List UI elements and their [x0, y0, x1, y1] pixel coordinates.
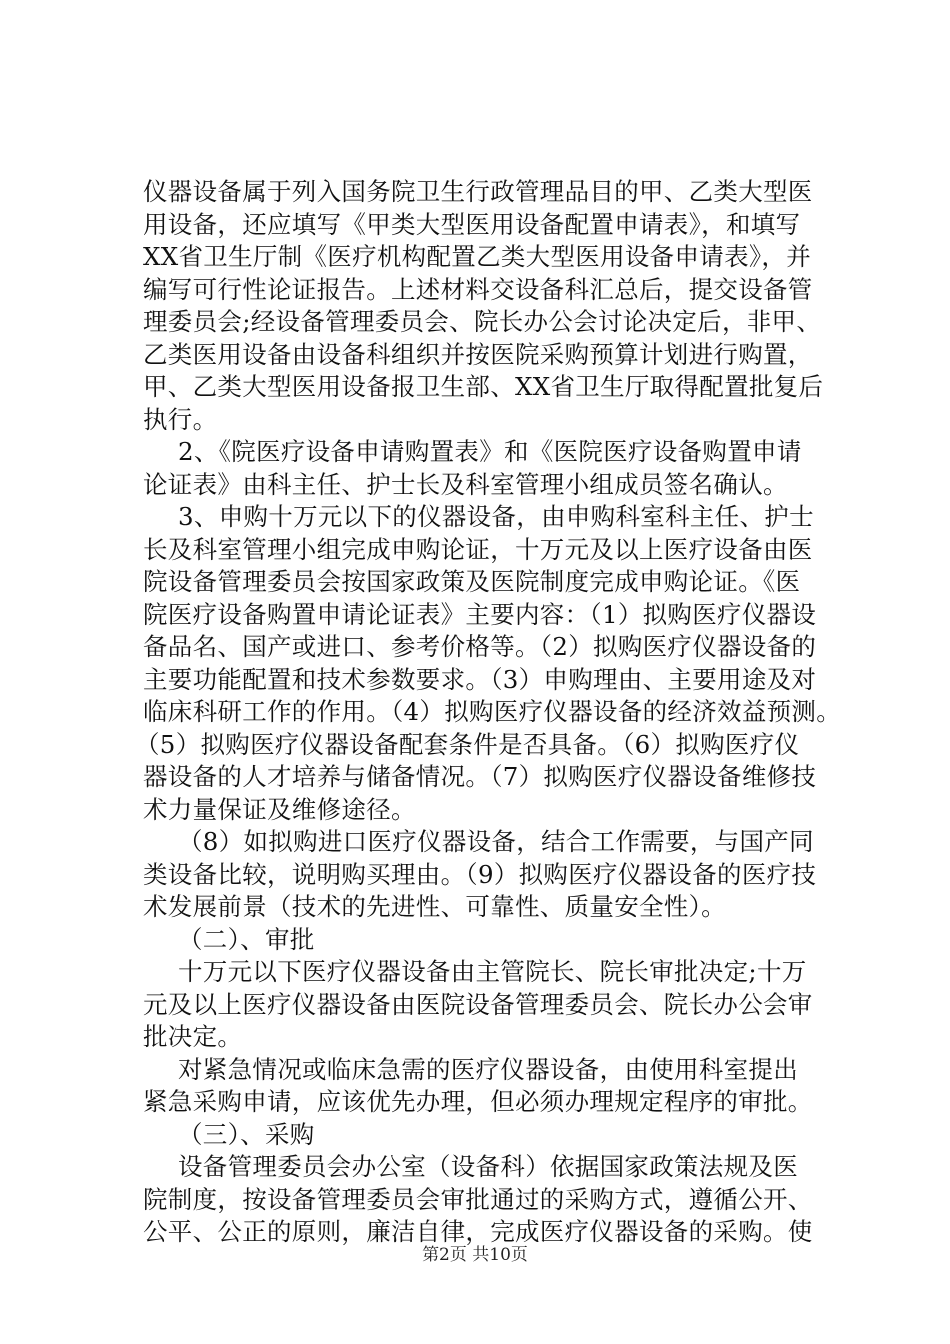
- page-number-footer: 第2页 共10页: [422, 1245, 528, 1265]
- text-line: 类设备比较，说明购买理由。（9）拟购医疗仪器设备的医疗技: [143, 860, 817, 889]
- text-line: （5）拟购医疗仪器设备配套条件是否具备。（6）拟购医疗仪: [135, 730, 800, 759]
- text-line: 甲、乙类大型医用设备报卫生部、XX省卫生厅取得配置批复后: [143, 372, 824, 401]
- paragraph-procurement-start: 设备管理委员会办公室（设备科）依据国家政策法规及医: [178, 1152, 798, 1181]
- text-line: 编写可行性论证报告。上述材料交设备科汇总后，提交设备管: [143, 275, 813, 304]
- text-line: 乙类医用设备由设备科组织并按医院采购预算计划进行购置，: [143, 340, 813, 369]
- text-line: 长及科室管理小组完成申购论证，十万元及以上医疗设备由医: [143, 535, 813, 564]
- text-line: 紧急采购申请，应该优先办理，但必须办理规定程序的审批。: [143, 1087, 813, 1116]
- section-heading-approval: （二）、审批: [178, 925, 315, 954]
- text-line: XX省卫生厅制《医疗机构配置乙类大型医用设备申请表》，并: [143, 242, 812, 271]
- text-line: 主要功能配置和技术参数要求。（3）申购理由、主要用途及对: [143, 665, 817, 694]
- text-line: 批决定。: [143, 1022, 243, 1051]
- paragraph-2-start: 2、《院医疗设备申请购置表》和《医院医疗设备购置申请: [178, 437, 802, 466]
- text-line: 用设备，还应填写《甲类大型医用设备配置申请表》，和填写: [143, 210, 801, 239]
- text-line: 备品名、国产或进口、参考价格等。（2）拟购医疗仪器设备的: [143, 632, 817, 661]
- text-line: 临床科研工作的作用。（4）拟购医疗仪器设备的经济效益预测。: [143, 697, 842, 726]
- text-line: 院制度，按设备管理委员会审批通过的采购方式，遵循公开、: [143, 1185, 813, 1214]
- paragraph-urgent-start: 对紧急情况或临床急需的医疗仪器设备，由使用科室提出: [178, 1055, 798, 1084]
- text-line: 器设备的人才培养与储备情况。（7）拟购医疗仪器设备维修技: [143, 762, 817, 791]
- text-line: 院医疗设备购置申请论证表》主要内容：（1）拟购医疗仪器设: [143, 600, 817, 629]
- paragraph-approval-start: 十万元以下医疗仪器设备由主管院长、院长审批决定;十万: [178, 957, 807, 986]
- text-line: 理委员会;经设备管理委员会、院长办公会讨论决定后，非甲、: [143, 307, 822, 336]
- text-line: 公平、公正的原则，廉洁自律，完成医疗仪器设备的采购。使: [143, 1217, 813, 1246]
- text-line: 仪器设备属于列入国务院卫生行政管理品目的甲、乙类大型医: [143, 177, 813, 206]
- text-line: 术发展前景（技术的先进性、可靠性、质量安全性）。: [143, 892, 726, 921]
- text-line: 院设备管理委员会按国家政策及医院制度完成申购论证。《医: [143, 567, 801, 596]
- paragraph-3-start: 3、申购十万元以下的仪器设备，由申购科室科主任、护士: [178, 502, 814, 531]
- text-line: 执行。: [143, 405, 218, 434]
- section-heading-procurement: （三）、采购: [178, 1120, 315, 1149]
- paragraph-8-start: （8）如拟购进口医疗仪器设备，结合工作需要，与国产同: [178, 827, 814, 856]
- text-line: 术力量保证及维修途径。: [143, 795, 416, 824]
- text-line: 论证表》由科主任、护士长及科室管理小组成员签名确认。: [143, 470, 788, 499]
- text-line: 元及以上医疗仪器设备由医院设备管理委员会、院长办公会审: [143, 990, 813, 1019]
